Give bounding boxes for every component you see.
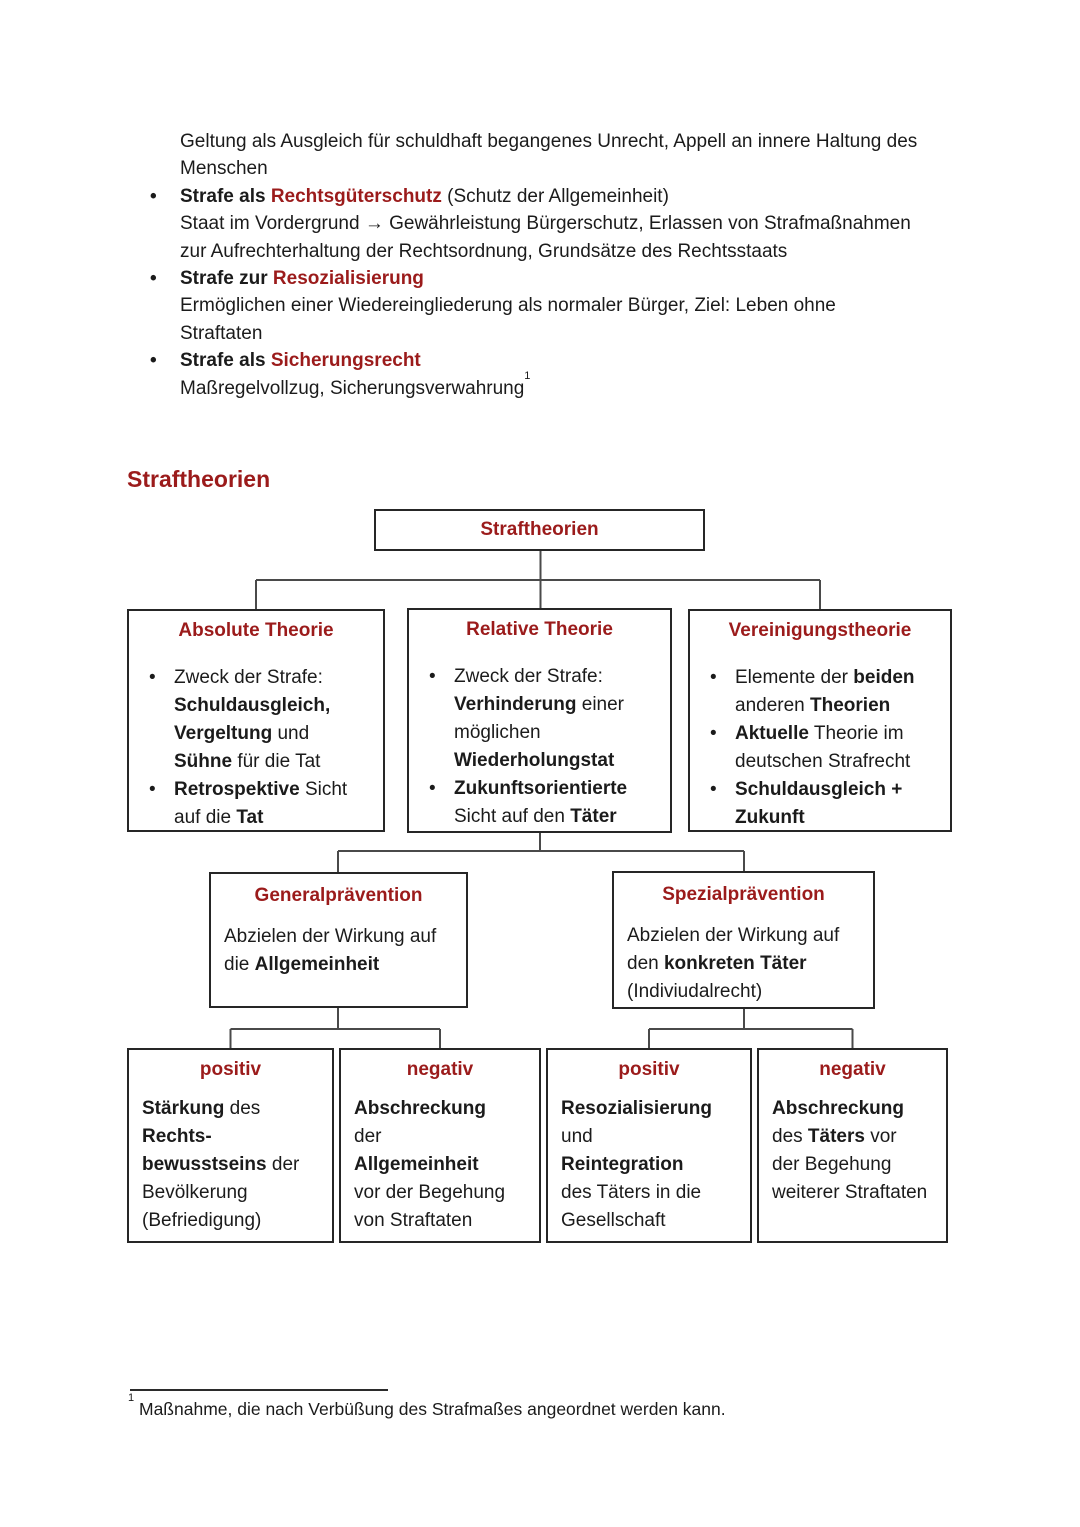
diagram-node-spezialpraevention: [612, 871, 875, 1009]
node-bullet: [129, 664, 383, 776]
text-segment: Schuldausgleich +: [735, 779, 903, 800]
bullet-icon: •: [429, 666, 436, 687]
diagram-node-vereinigungstheorie: [688, 609, 952, 832]
bullet-icon: •: [150, 185, 157, 207]
node-body: [548, 1095, 750, 1235]
bullet-icon: •: [710, 667, 717, 688]
intro-continuation-line: [148, 155, 958, 182]
text-segment: den: [627, 953, 664, 974]
intro-continuation-line: [148, 128, 958, 155]
diagram-node-absolute-theorie: [127, 609, 385, 832]
node-title: Vereinigungstheorie: [728, 620, 912, 641]
bullet-icon: •: [710, 779, 717, 800]
text-segment: des: [224, 1098, 261, 1119]
bullet-icon: •: [149, 779, 156, 800]
node-title: negativ: [406, 1059, 474, 1080]
node-title: negativ: [819, 1059, 886, 1080]
text-segment: Vergeltung: [174, 723, 273, 744]
node-body: [129, 1095, 332, 1235]
bullet-body-line: [148, 210, 958, 237]
diagram-node-relative-theorie: [407, 608, 672, 833]
node-title: Spezialprävention: [662, 884, 825, 905]
text-segment: Sühne: [174, 751, 233, 772]
diagram-node-spezial-positiv: [546, 1048, 752, 1243]
text-segment: auf die: [174, 807, 237, 828]
text-segment: Zweck der Strafe:: [454, 666, 603, 687]
footnote-text: Maßnahme, die nach Verbüßung des Strafmaßes angeordnet werden kann.: [139, 1399, 726, 1419]
text-segment: bewusstseins: [142, 1154, 267, 1175]
text-segment: Aktuelle: [735, 723, 809, 744]
text-segment: Allgemeinheit: [254, 954, 380, 975]
bullet-item-rechtsgueterschutz: [148, 183, 958, 210]
node-bullet: [690, 720, 950, 776]
text-segment: Abschreckung: [772, 1098, 904, 1119]
text-segment: Schuldausgleich,: [174, 695, 331, 716]
footnote: [128, 1392, 726, 1420]
node-title: Absolute Theorie: [178, 620, 334, 641]
text-segment: (Schutz der Allgemeinheit): [441, 185, 669, 207]
text-segment: Bevölkerung: [142, 1182, 248, 1203]
text-segment: Allgemeinheit: [354, 1154, 479, 1175]
text-segment: deutschen Strafrecht: [735, 751, 911, 772]
bullet-body-line: [148, 238, 958, 265]
text-segment: Menschen: [180, 158, 268, 180]
bullet-icon: •: [710, 723, 717, 744]
text-segment: beiden: [853, 667, 915, 688]
text-segment: (Indiviudalrecht): [627, 981, 763, 1002]
text-segment: Zukunftsorientierte: [454, 778, 628, 799]
text-segment: Theorie im: [808, 723, 904, 744]
text-segment: der: [266, 1154, 300, 1175]
text-segment: Gesellschaft: [561, 1210, 666, 1231]
footnote-marker: 1: [128, 1392, 135, 1405]
bullet-body-line: [148, 370, 958, 402]
text-segment: Retrospektive: [174, 779, 300, 800]
bullet-icon: •: [149, 667, 156, 688]
section-heading: Straftheorien: [127, 466, 271, 492]
bullet-item-sicherungsrecht: [148, 347, 958, 374]
node-bullet: [690, 776, 950, 832]
footnote-reference: 1: [524, 370, 531, 383]
text-segment: vor der Begehung: [354, 1182, 506, 1203]
diagram-node-general-negativ: [339, 1048, 541, 1243]
text-segment: anderen: [735, 695, 811, 716]
text-segment: der: [354, 1126, 382, 1147]
bullet-icon: •: [150, 350, 157, 372]
text-segment: konkreten Täter: [663, 953, 807, 974]
text-segment: Maßregelvollzug, Sicherungsverwahrung: [180, 377, 525, 399]
text-segment: des: [772, 1126, 808, 1147]
node-body: [614, 922, 873, 1006]
node-body: [211, 923, 466, 979]
intro-bullet-list: [148, 128, 958, 402]
footnote-separator: [130, 1389, 388, 1391]
text-segment: Ermöglichen einer Wiedereingliederung als normaler Bürger, Ziel: Leben ohne: [180, 295, 836, 317]
node-bullet: [129, 776, 383, 832]
text-segment: Täter: [570, 806, 617, 827]
text-segment: Abschreckung: [354, 1098, 486, 1119]
bullet-item-resozialisierung: [148, 265, 958, 292]
text-segment: zur Aufrechterhaltung der Rechtsordnung, Grundsätze des Rechtsstaats: [180, 240, 788, 262]
text-segment: Sicht: [299, 779, 348, 800]
text-segment: des Täters in die: [561, 1182, 702, 1203]
text-segment: Theorien: [810, 695, 891, 716]
node-bullet: [690, 664, 950, 720]
bullet-body-line: [148, 292, 958, 319]
diagram-node-general-positiv: [127, 1048, 334, 1243]
bullet-body-line: [148, 320, 958, 347]
node-title: positiv: [199, 1059, 262, 1080]
text-segment: Abzielen der Wirkung auf: [224, 926, 437, 947]
text-segment: Rechts-: [142, 1126, 212, 1147]
text-segment: weiterer Straftaten: [772, 1182, 928, 1203]
text-segment: und: [561, 1126, 593, 1147]
text-segment: Resozialisierung: [561, 1098, 712, 1119]
text-segment: Resozialisierung: [272, 268, 424, 290]
text-segment: für die Tat: [232, 751, 321, 772]
text-segment: Geltung als Ausgleich für schuldhaft begangenes Unrecht, Appell an innere Haltung des: [180, 131, 918, 152]
text-segment: Abzielen der Wirkung auf: [627, 925, 840, 946]
diagram-node-generalpraevention: [209, 872, 468, 1008]
node-title: Straftheorien: [480, 519, 599, 540]
text-segment: von Straftaten: [354, 1210, 473, 1231]
text-segment: Wiederholungstat: [454, 750, 615, 771]
node-body: [341, 1095, 539, 1235]
text-segment: Stärkung: [142, 1098, 225, 1119]
text-segment: (Befriedigung): [142, 1210, 262, 1231]
node-bullet: [409, 663, 670, 775]
text-segment: Zweck der Strafe:: [174, 667, 323, 688]
text-segment: Elemente der: [735, 667, 854, 688]
node-body: [759, 1095, 946, 1207]
text-segment: der Begehung: [772, 1154, 892, 1175]
text-segment: möglichen: [454, 722, 541, 743]
text-segment: vor: [864, 1126, 897, 1147]
text-segment: Täters: [807, 1126, 865, 1147]
text-segment: Rechtsgüterschutz: [270, 185, 442, 207]
text-segment: einer: [576, 694, 624, 715]
text-segment: Sicherungsrecht: [270, 350, 421, 372]
text-segment: Zukunft: [735, 807, 805, 828]
node-title: Relative Theorie: [466, 619, 613, 640]
diagram-node-straftheorien: [374, 509, 705, 551]
text-segment: Verhinderung: [454, 694, 577, 715]
bullet-icon: •: [150, 268, 157, 290]
text-segment: Staat im Vordergrund → Gewährleistung Bürgerschutz, Erlassen von Strafmaßnahmen: [180, 213, 911, 235]
text-segment: Tat: [236, 807, 264, 828]
text-segment: die: [224, 954, 255, 975]
text-segment: Sicht auf den: [454, 806, 571, 827]
text-segment: Strafe als: [180, 185, 271, 207]
bullet-icon: •: [429, 778, 436, 799]
node-title: positiv: [618, 1059, 680, 1080]
node-title: Generalprävention: [254, 885, 423, 906]
text-segment: Straftaten: [180, 322, 263, 344]
node-bullet: [409, 775, 670, 831]
text-segment: Strafe zur: [180, 268, 273, 290]
text-segment: Reintegration: [561, 1154, 684, 1175]
diagram-node-spezial-negativ: [757, 1048, 948, 1243]
text-segment: und: [272, 723, 310, 744]
text-segment: Strafe als: [180, 350, 271, 372]
